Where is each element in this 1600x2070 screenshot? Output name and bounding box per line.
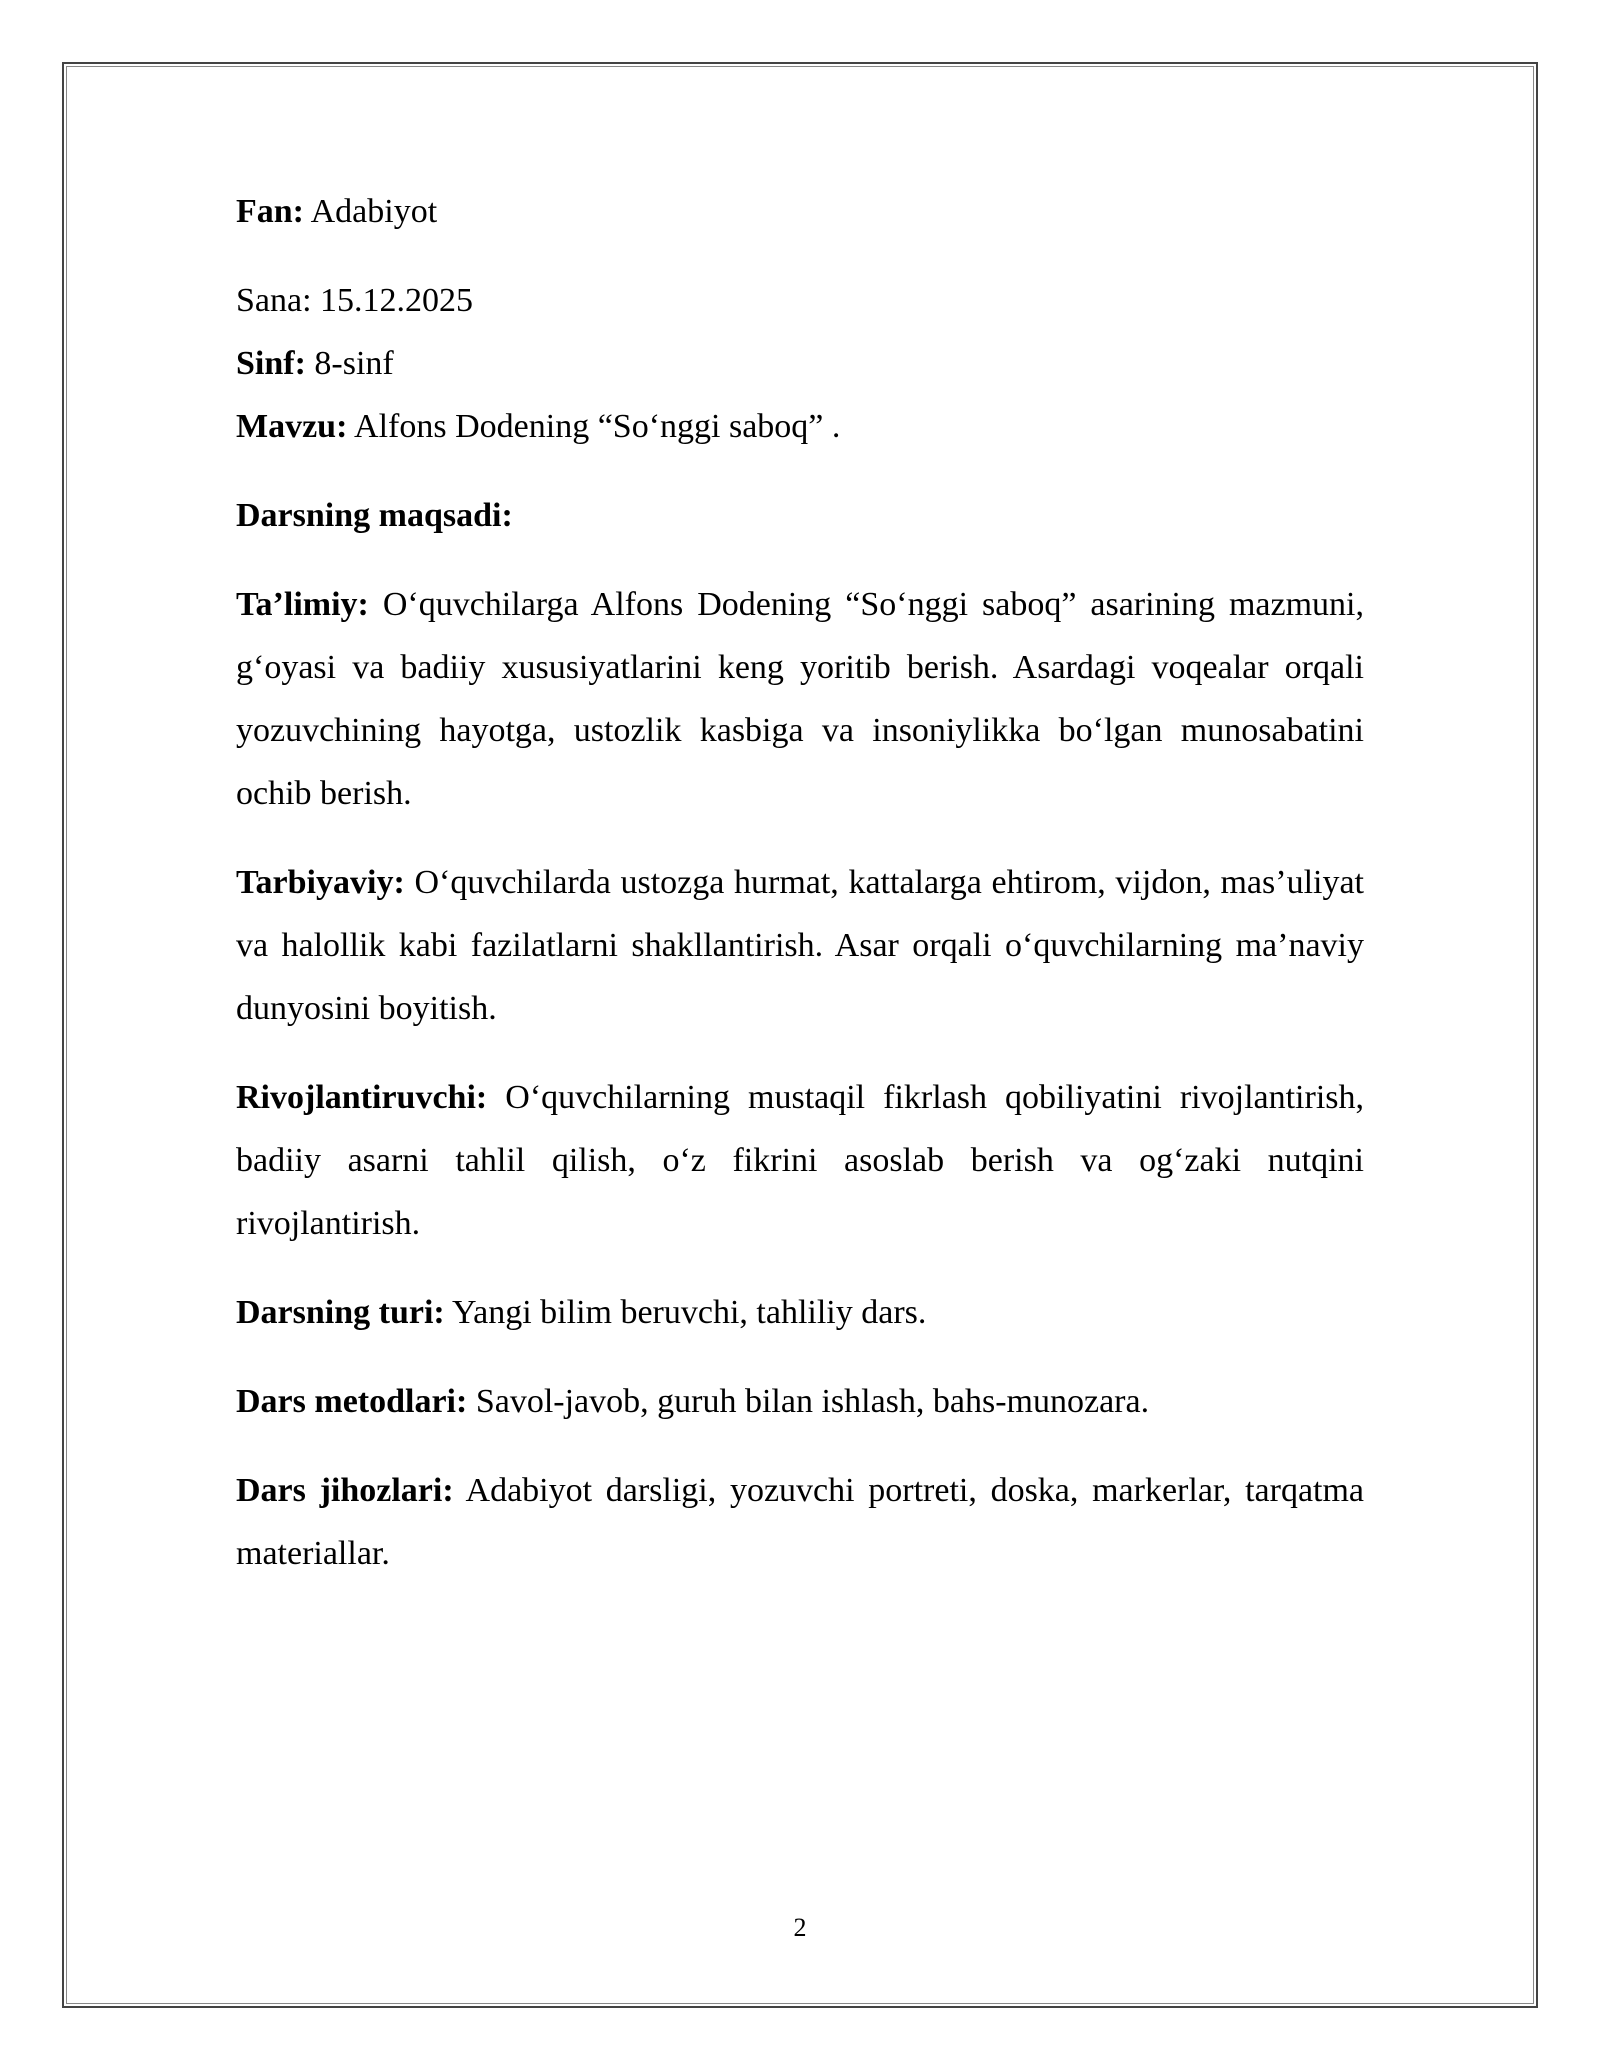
lesson-type-text: Yangi bilim beruvchi, tahliliy dars.	[451, 1294, 927, 1331]
goals-heading: Darsning maqsadi:	[236, 497, 513, 534]
topic-label: Mavzu:	[236, 408, 348, 445]
developmental-goal-paragraph	[236, 1066, 1364, 1255]
upbringing-goal-paragraph	[236, 851, 1364, 1040]
topic-line	[236, 395, 1364, 458]
subject-label: Fan:	[236, 193, 304, 230]
educational-goal-label: Ta’limiy:	[236, 586, 369, 623]
educational-goal-text: O‘quvchilarga Alfons Dodening “So‘nggi saboq” asarining mazmuni, g‘oyasi va badiiy xususiyatlarini keng yoritib berish. Asardagi voqealar orqali yozuvchining hayotga, ustozlik kasbiga va insoniylikka bo‘lgan munosabatini ochib berish.	[236, 586, 1364, 812]
subject-value: Adabiyot	[310, 193, 438, 230]
page-number: 2	[793, 1913, 807, 1942]
developmental-goal-text: O‘quvchilarning mustaqil fikrlash qobiliyatini rivojlantirish, badiiy asarni tahlil qilish, o‘z fikrini asoslab berish va og‘zaki nutqini rivojlantirish.	[236, 1079, 1365, 1242]
developmental-goal-label: Rivojlantiruvchi:	[236, 1079, 488, 1116]
class-line	[236, 332, 1364, 395]
lesson-type-label: Darsning turi:	[236, 1294, 445, 1331]
subject-line	[236, 180, 1364, 243]
lesson-methods-text: Savol-javob, guruh bilan ishlash, bahs-munozara.	[475, 1383, 1150, 1420]
upbringing-goal-text: O‘quvchilarda ustozga hurmat, kattalarga ehtirom, vijdon, mas’uliyat va halollik kabi fazilatlarni shakllantirish. Asar orqali o‘quvchilarning ma’naviy dunyosini boyitish.	[236, 864, 1365, 1027]
class-value: 8-sinf	[314, 345, 394, 382]
class-label: Sinf:	[236, 345, 306, 382]
topic-value: Alfons Dodening “So‘nggi saboq” .	[354, 408, 841, 445]
educational-goal-paragraph	[236, 573, 1364, 825]
lesson-type-paragraph	[236, 1281, 1364, 1344]
lesson-equipment-label: Dars jihozlari:	[236, 1472, 454, 1509]
date-line: Sana: 15.12.2025	[236, 282, 474, 319]
lesson-methods-paragraph	[236, 1370, 1364, 1433]
lesson-methods-label: Dars metodlari:	[236, 1383, 468, 1420]
upbringing-goal-label: Tarbiyaviy:	[236, 864, 405, 901]
document-body	[236, 180, 1364, 1585]
lesson-equipment-text: Adabiyot darsligi, yozuvchi portreti, doska, markerlar, tarqatma materiallar.	[236, 1472, 1365, 1572]
lesson-equipment-paragraph	[236, 1459, 1364, 1585]
